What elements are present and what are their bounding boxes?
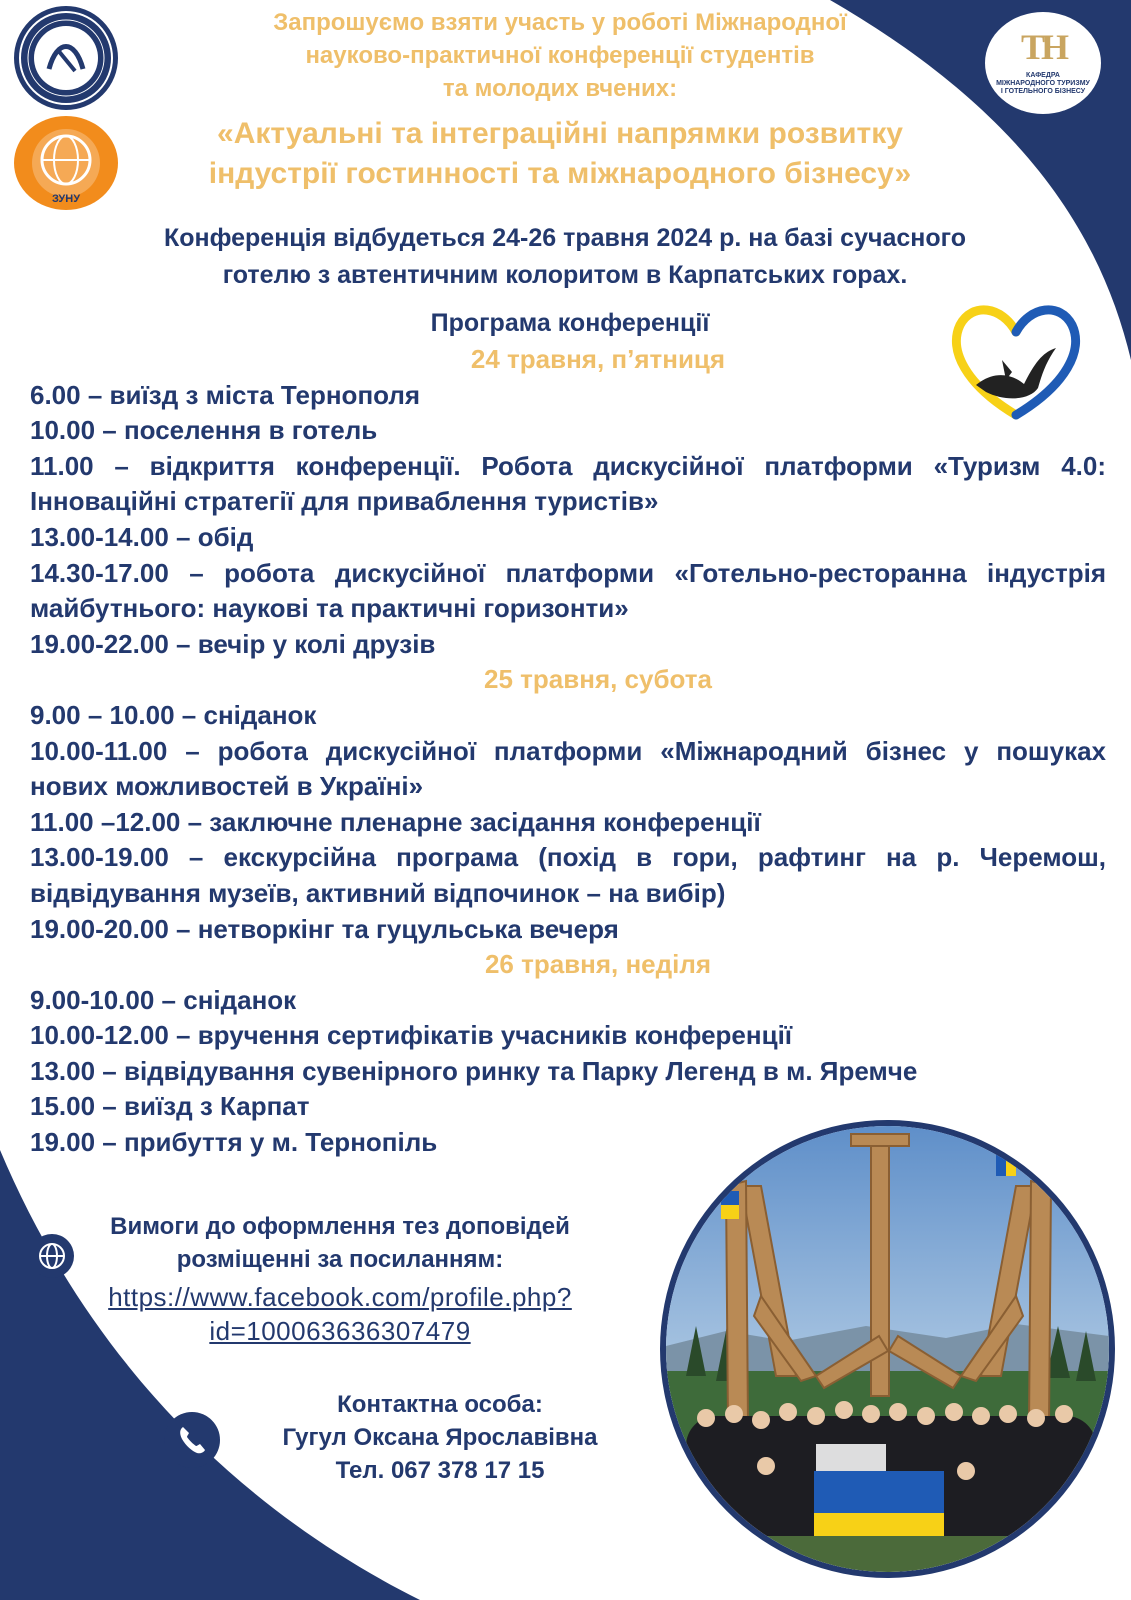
day-heading-text: 25 травня, субота	[484, 664, 712, 695]
schedule-item: 10.00-12.00 – вручення сертифікатів учасників конференції	[30, 1020, 793, 1051]
schedule-item: 9.00-10.00 – сніданок	[30, 984, 297, 1015]
invitation-line-2: науково-практичної конференції студентів	[305, 42, 815, 69]
requirements-link[interactable]	[70, 1280, 610, 1348]
department-monogram: ТН	[1020, 27, 1065, 67]
schedule-item: 13.00-14.00 – обід	[30, 521, 254, 552]
department-text-line3: І ГОТЕЛЬНОГО БІЗНЕСУ	[1000, 88, 1086, 95]
requirements-line-2: розміщенні за посиланням:	[176, 1246, 504, 1273]
requirements-url-line-2[interactable]: id=100063636307479	[209, 1316, 471, 1346]
schedule-item: 19.00-20.00 – нетворкінг та гуцульська вечеря	[30, 913, 619, 944]
university-seal-icon	[17, 9, 115, 107]
day-heading	[30, 947, 1106, 983]
requirements-url-line-1[interactable]: https://www.facebook.com/profile.php?	[108, 1282, 572, 1312]
conference-topic	[110, 114, 1010, 194]
venue-line-2: готелю з автентичним колоритом в Карпатських горах.	[222, 261, 908, 289]
program-schedule	[30, 342, 1106, 1161]
contact-info	[230, 1388, 650, 1487]
day-heading	[30, 662, 1106, 698]
schedule-item: 6.00 – виїзд з міста Тернополя	[30, 379, 421, 410]
schedule-item: 10.00-11.00 – робота дискусійної платформи «Міжнародний бізнес у пошуках нових можливостей в Україні»	[30, 735, 1106, 802]
phone-icon	[164, 1412, 220, 1468]
day-heading-text: 26 травня, неділя	[484, 949, 712, 980]
schedule-item: 19.00 – прибуття у м. Тернопіль	[30, 1127, 438, 1158]
schedule-item: 15.00 – виїзд з Карпат	[30, 1091, 310, 1122]
department-text-line1: КАФЕДРА	[1026, 72, 1060, 79]
schedule-item: 11.00 – відкриття конференції. Робота дискусійної платформи «Туризм 4.0: Інноваційні стратегії для приваблення туристів»	[30, 450, 1106, 517]
requirements-line-1: Вимоги до оформлення тез доповідей	[110, 1213, 570, 1240]
schedule-item: 11.00 –12.00 – заключне пленарне засідання конференції	[30, 806, 761, 837]
program-title: Програма конференції	[430, 309, 710, 337]
day-heading-text: 24 травня, п’ятниця	[470, 344, 726, 374]
schedule-item: 9.00 – 10.00 – сніданок	[30, 699, 317, 730]
contact-phone: Тел. 067 378 17 15	[335, 1457, 545, 1484]
invitation-line-1: Запрошуємо взяти участь у роботі Міжнародної	[273, 9, 847, 36]
trident-monument-photo	[666, 1126, 1109, 1572]
topic-line-2: індустрії гостинності та міжнародного бізнесу»	[208, 157, 912, 190]
venue-line-1: Конференція відбудеться 24-26 травня 2024 р. на базі сучасного	[163, 224, 967, 252]
schedule-item: 10.00 – поселення в готель	[30, 415, 378, 446]
contact-name: Гугул Оксана Ярославівна	[282, 1424, 598, 1451]
venue-info	[50, 220, 1080, 294]
schedule-item: 19.00-22.00 – вечір у колі друзів	[30, 628, 436, 659]
zunu-logo-text: ЗУНУ	[51, 193, 81, 205]
invitation-line-3: та молодих вчених:	[442, 75, 678, 102]
invitation-text	[110, 6, 1010, 105]
requirements-text	[70, 1210, 610, 1276]
day-heading	[30, 342, 1106, 378]
group-photo	[660, 1120, 1115, 1578]
university-logo	[14, 6, 118, 110]
schedule-item: 13.00 – відвідування сувенірного ринку та Парку Легенд в м. Яремче	[30, 1055, 918, 1086]
schedule-item: 13.00-19.00 – екскурсійна програма (похід в гори, рафтинг на р. Черемош, відвідування музеїв, активний відпочинок – на вибір)	[30, 842, 1106, 908]
topic-line-1: «Актуальні та інтеграційні напрямки розвитку	[217, 117, 903, 150]
contact-label: Контактна особа:	[337, 1391, 543, 1418]
schedule-item: 14.30-17.00 – робота дискусійної платформи «Готельно-ресторанна індустрія майбутнього: наукові та практичні горизонти»	[30, 557, 1106, 624]
zunu-logo	[14, 116, 118, 210]
department-text-line2: МІЖНАРОДНОГО ТУРИЗМУ	[996, 80, 1090, 87]
globe-icon	[30, 1234, 74, 1278]
zunu-globe-icon	[14, 116, 118, 210]
